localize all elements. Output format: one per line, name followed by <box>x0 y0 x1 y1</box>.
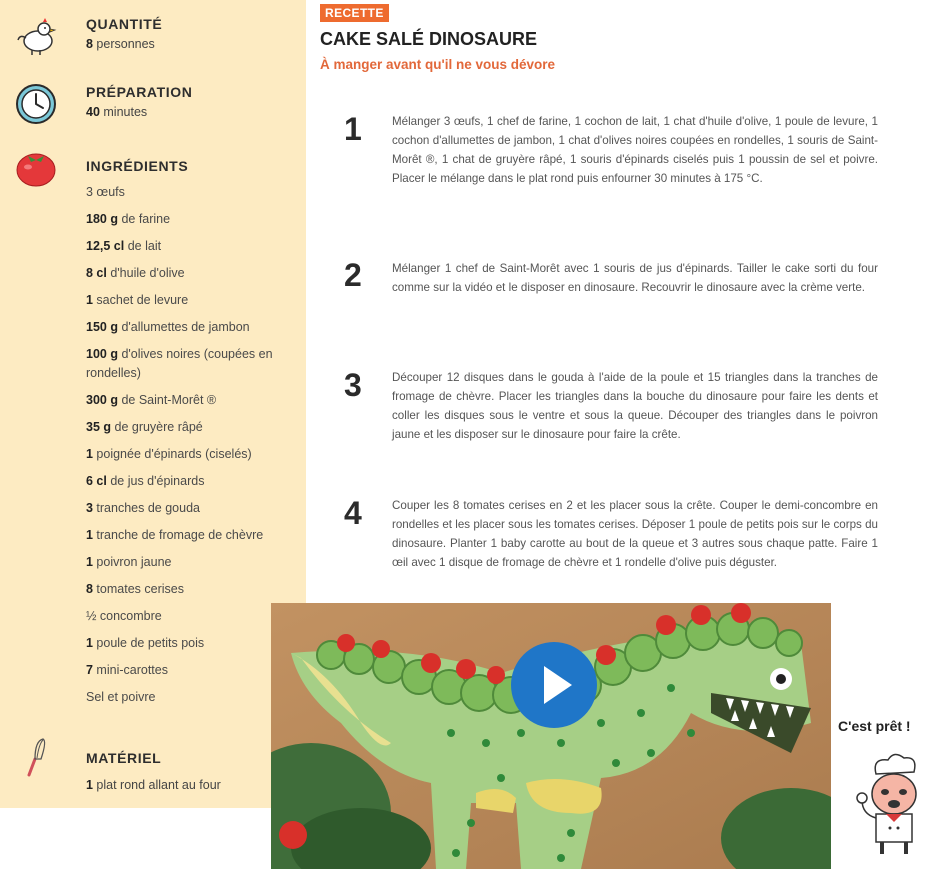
ingredient-item: Sel et poivre <box>86 690 156 704</box>
ingredient-item: 180 g de farine <box>86 212 171 226</box>
ingredient-item: 1 tranche de fromage de chèvre <box>86 528 264 542</box>
step-number-2: 2 <box>344 257 362 293</box>
ingredient-item: 6 cl de jus d'épinards <box>86 474 205 488</box>
materiel-value: 1 plat rond allant au four <box>86 778 221 792</box>
step-number-1: 1 <box>344 111 362 147</box>
ingredient-item: 1 poule de petits pois <box>86 636 205 650</box>
ingredient-item: 35 g de gruyère râpé <box>86 420 203 434</box>
quantity-value: 8 personnes <box>86 37 155 51</box>
clock-icon <box>14 82 58 126</box>
materiel-title: MATÉRIEL <box>86 750 162 766</box>
ingredient-item: 3 tranches de gouda <box>86 501 200 515</box>
recipe-sidebar <box>0 0 306 808</box>
ingredient-item: 100 g d'olives noires (coupées en rondelles) <box>86 347 273 380</box>
ingredient-item: 1 sachet de levure <box>86 293 189 307</box>
ingredient-item: ½ concombre <box>86 609 162 623</box>
preparation-value: 40 minutes <box>86 105 148 119</box>
step-number-4: 4 <box>344 495 362 531</box>
ingredient-item: 1 poivron jaune <box>86 555 172 569</box>
step-text-2: Mélanger 1 chef de Saint-Morêt avec 1 souris de jus d'épinards. Tailler le cake sorti du four comme sur la vidéo et le disposer en dinosaure. Recouvrir le dinosaure avec la crème verte. <box>392 262 878 294</box>
quantity-title: QUANTITÉ <box>86 16 163 32</box>
ingredient-item: 7 mini-carottes <box>86 663 168 677</box>
step-text-1: Mélanger 3 œufs, 1 chef de farine, 1 cochon de lait, 1 chat d'huile d'olive, 1 poule de levure, 1 cochon d'allumettes de jambon, 1 chat d'olives noires coupées en rondelles, 1 souris de Saint-Morêt ®, 1 chat de gruyère râpé, 1 souris d'épinards ciselés puis 1 poussin de sel et poivre. Placer le mélange dans le plat rond puis enfourner 30 minutes à 175 °C. <box>392 115 878 185</box>
ingredient-item: 8 tomates cerises <box>86 582 184 596</box>
ingredients-title: INGRÉDIENTS <box>86 158 189 174</box>
recipe-badge: RECETTE <box>320 4 389 22</box>
ingredient-item: 3 œufs <box>86 185 125 199</box>
ingredient-item: 300 g de Saint-Morêt ® <box>86 393 217 407</box>
ingredient-list <box>86 183 296 715</box>
ready-text: C'est prêt ! <box>838 718 911 734</box>
chicken-icon <box>14 14 58 58</box>
whisk-icon <box>18 735 50 779</box>
recipe-title: CAKE SALÉ DINOSAURE <box>320 29 538 49</box>
ingredient-item: 8 cl d'huile d'olive <box>86 266 185 280</box>
ingredient-item: 150 g d'allumettes de jambon <box>86 320 250 334</box>
ingredient-item: 12,5 cl de lait <box>86 239 162 253</box>
video-play-button[interactable] <box>511 642 597 728</box>
preparation-title: PRÉPARATION <box>86 84 193 100</box>
chef-mascot-icon <box>854 752 934 858</box>
step-number-3: 3 <box>344 367 362 403</box>
tomato-icon <box>14 145 58 189</box>
recipe-subtitle: À manger avant qu'il ne vous dévore <box>320 57 556 72</box>
step-text-4: Couper les 8 tomates cerises en 2 et les placer sous la crête. Couper le demi-concombre en rondelles et les placer sous les tomates cerises. Déposer 1 poule de petits pois sur le corps du dinosaure. Planter 1 baby carotte au bout de la queue et 3 autres sous chaque patte. Faire 1 œil avec 1 disque de fromage de chèvre et 1 rondelle d'olive puis déguster. <box>392 499 878 569</box>
ingredient-item: 1 poignée d'épinards (ciselés) <box>86 447 252 461</box>
step-text-3: Découper 12 disques dans le gouda à l'aide de la poule et 15 triangles dans la tranches de fromage de chèvre. Placer les triangles dans la bouche du dinosaure pour faire les dents et coller les disques sous le ventre et sous la queue. Découper des triangles dans le poivron jaune et les disposer sur le dinosaure pour faire la crête. <box>392 371 878 441</box>
